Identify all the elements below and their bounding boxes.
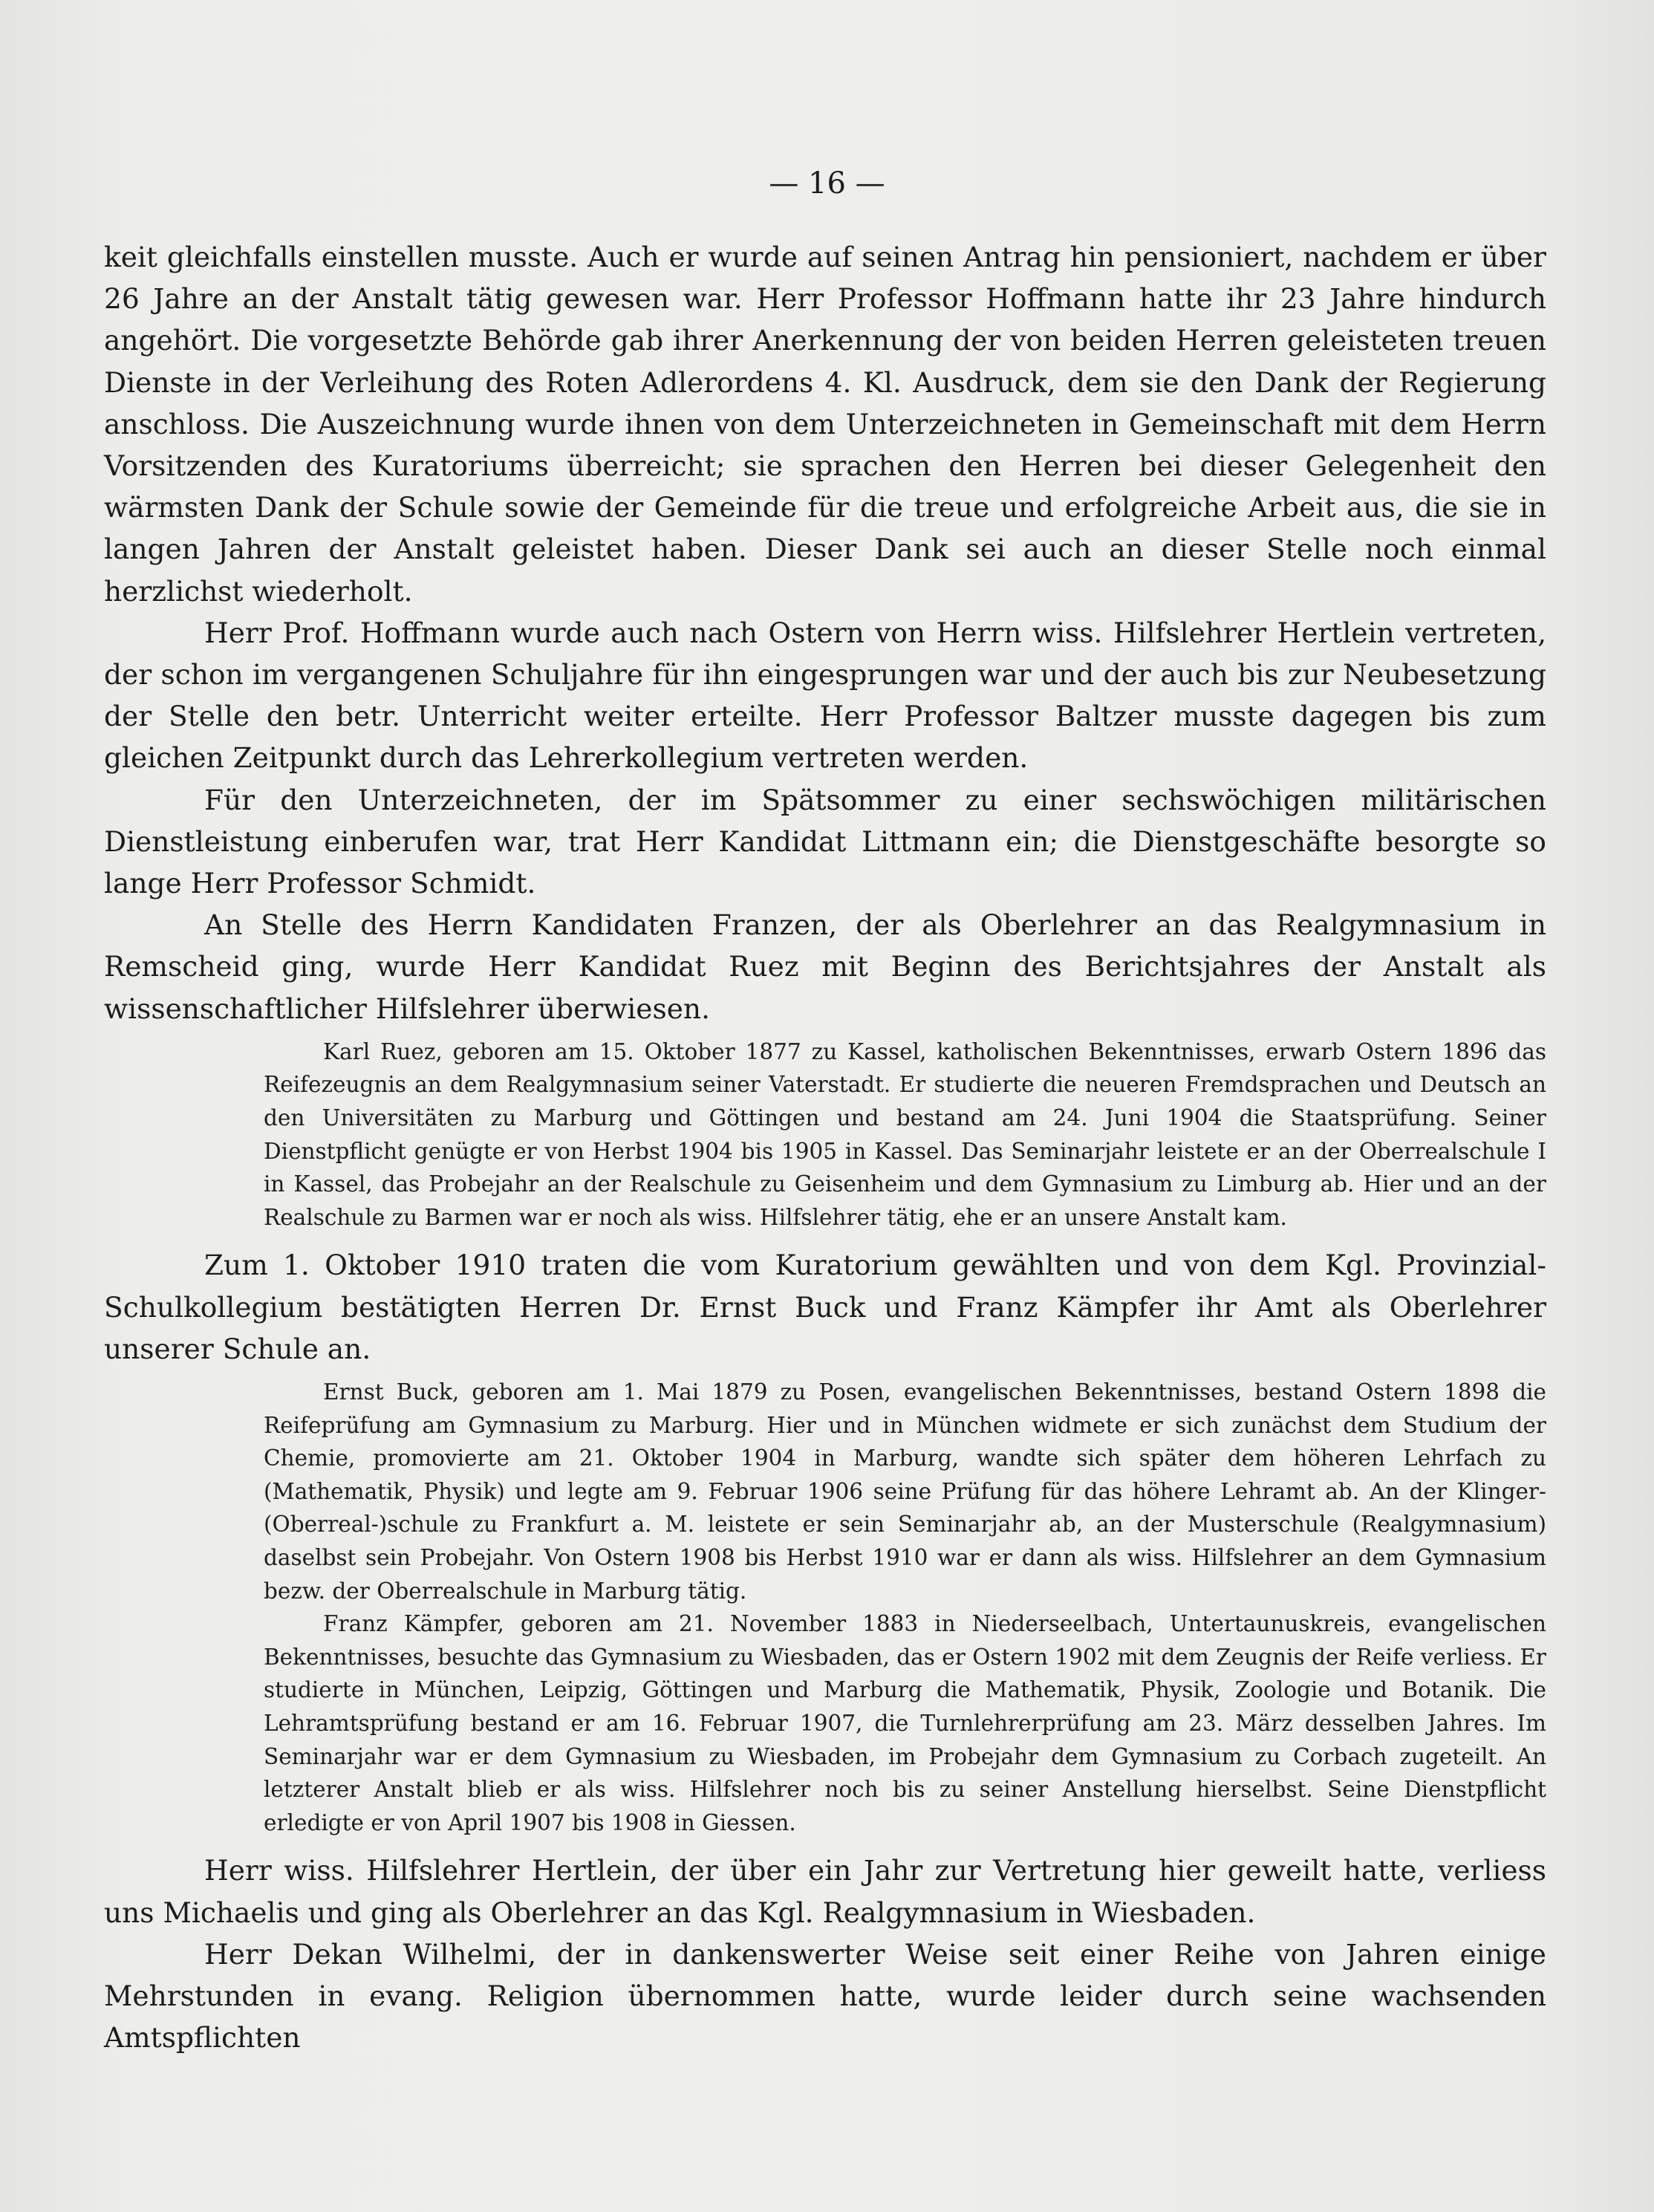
biography-kaempfer: Franz Kämpfer, geboren am 21. November 1883 in Niederseelbach, Untertaunuskreis, evangelischen Bekenntnisses, besuchte das Gymnasium zu Wiesbaden, das er Ostern 1902 mit dem Zeugnis der Reife verliess. Er studierte in München, Leipzig, Göttingen und Marburg die Mathematik, Physik, Zoologie und Botanik. Die Lehramtsprüfung bestand er am 16. Februar 1907, die Turnlehrerprüfung am 23. März desselben Jahres. Im Seminarjahr war er dem Gymnasium zu Wiesbaden, im Probejahr dem Gymnasium zu Corbach zugeteilt. An letzterer Anstalt blieb er als wiss. Hilfslehrer noch bis zu seiner Anstellung hierselbst. Seine Dienstpflicht erledigte er von April 1907 bis 1908 in Giessen. (264, 1611, 1546, 1835)
paragraph-continuation: keit gleichfalls einstellen musste. Auch er wurde auf seinen Antrag hin pensioniert, nachdem er über 26 Jahre an der Anstalt tätig gewesen war. Herr Professor Hoffmann hatte ihr 23 Jahre hindurch angehört. Die vorgesetzte Behörde gab ihrer Anerkennung der von beiden Herren geleisteten treuen Dienste in der Verleihung des Roten Adlerordens 4. Kl. Ausdruck, dem sie den Dank der Regierung anschloss. Die Auszeichnung wurde ihnen von dem Unterzeichneten in Gemeinschaft mit dem Herrn Vorsitzenden des Kuratoriums überreicht; sie sprachen den Herren bei dieser Gelegenheit den wärmsten Dank der Schule sowie der Gemeinde für die treue und erfolgreiche Arbeit aus, die sie in langen Jahren der Anstalt geleistet haben. Dieser Dank sei auch an dieser Stelle noch einmal herzlichst wiederholt. (104, 241, 1546, 608)
biography-buck: Ernst Buck, geboren am 1. Mai 1879 zu Posen, evangelischen Bekenntnisses, bestand Ostern 1898 die Reifeprüfung am Gymnasium zu Marburg. Hier und in München widmete er sich zunächst dem Studium der Chemie, promovierte am 21. Oktober 1904 in Marburg, wandte sich später dem höheren Lehrfach zu (Mathematik, Physik) und legte am 9. Februar 1906 seine Prüfung für das höhere Lehramt ab. An der Klinger-(Oberreal-)schule zu Frankfurt a. M. leistete er sein Seminarjahr ab, an der Musterschule (Realgymnasium) daselbst sein Probejahr. Von Ostern 1908 bis Herbst 1910 war er dann als wiss. Hilfslehrer an dem Gymnasium bezw. der Oberrealschule in Marburg tätig. (264, 1379, 1546, 1604)
body-text (104, 236, 1546, 2058)
paragraph-new-teachers: Zum 1. Oktober 1910 traten die vom Kuratorium gewählten und von dem Kgl. Provinzial-Schulkollegium bestätigten Herren Dr. Ernst Buck und Franz Kämpfer ihr Amt als Oberlehrer unserer Schule an. (104, 1249, 1546, 1365)
page-number: — 16 — (769, 166, 885, 201)
biography-ruez: Karl Ruez, geboren am 15. Oktober 1877 zu Kassel, katholischen Bekenntnisses, erwarb Ostern 1896 das Reifezeugnis an dem Realgymnasium seiner Vaterstadt. Er studierte die neueren Fremdsprachen und Deutsch an den Universitäten zu Marburg und Göttingen und bestand am 24. Juni 1904 die Staatsprüfung. Seiner Dienstpflicht genügte er von Herbst 1904 bis 1905 in Kassel. Das Seminarjahr leistete er an der Oberrealschule I in Kassel, das Probejahr an der Realschule zu Geisenheim und dem Gymnasium zu Limburg ab. Hier und an der Realschule zu Barmen war er noch als wiss. Hilfslehrer tätig, ehe er an unsere Anstalt kam. (264, 1038, 1546, 1230)
paragraph-hoffmann-substitute: Herr Prof. Hoffmann wurde auch nach Ostern von Herrn wiss. Hilfslehrer Hertlein vertreten, der schon im vergangenen Schuljahre für ihn eingesprungen war und der auch bis zur Neubesetzung der Stelle den betr. Unterricht weiter erteilte. Herr Professor Baltzer musste dagegen bis zum gleichen Zeitpunkt durch das Lehrerkollegium vertreten werden. (104, 616, 1546, 775)
paragraph-military-service: Für den Unterzeichneten, der im Spätsommer zu einer sechswöchigen militärischen Dienstleistung einberufen war, trat Herr Kandidat Littmann ein; die Dienstgeschäfte besorgte so lange Herr Professor Schmidt. (104, 783, 1546, 900)
paragraph-hertlein-departure: Herr wiss. Hilfslehrer Hertlein, der über ein Jahr zur Vertretung hier geweilt hatte, verliess uns Michaelis und ging als Oberlehrer an das Kgl. Realgymnasium in Wiesbaden. (104, 1854, 1546, 1929)
paragraph-wilhelmi: Herr Dekan Wilhelmi, der in dankenswerter Weise seit einer Reihe von Jahren einige Mehrstunden in evang. Religion übernommen hatte, wurde leider durch seine wachsenden Amtspflichten (104, 1937, 1546, 2055)
paragraph-ruez-appointment: An Stelle des Herrn Kandidaten Franzen, der als Oberlehrer an das Realgymnasium in Remscheid ging, wurde Herr Kandidat Ruez mit Beginn des Berichtsjahres der Anstalt als wissenschaftlicher Hilfslehrer überwiesen. (104, 908, 1546, 1025)
